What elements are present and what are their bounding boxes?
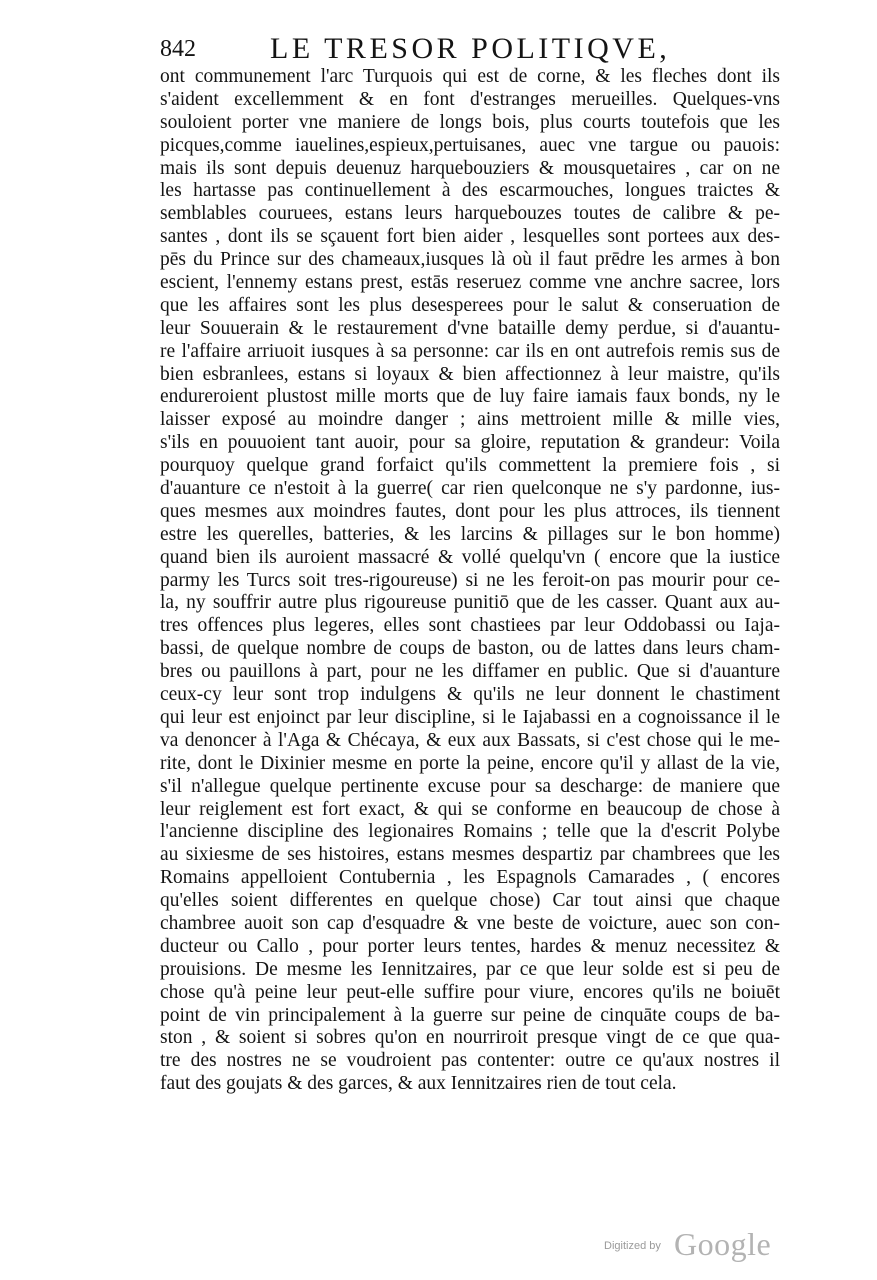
text-line: point de vin principalement à la guerre sur peine de cinquāte coups de ba- (160, 1004, 780, 1026)
text-line: ques mesmes aux moindres fautes, dont pour les plus attroces, ils tiennent (160, 500, 780, 522)
text-line: bassi, de quelque nombre de coups de baston, ou de lattes dans leurs cham- (160, 638, 780, 660)
text-line: ont communement l'arc Turquois qui est de corne, & les fleches dont ils (160, 66, 780, 87)
text-line: laisser exposé au moindre danger ; ains mettroient mille & mille vies, (160, 409, 780, 431)
text-line: bres ou pauillons à part, pour ne les diffamer en public. Que si d'auanture (160, 661, 780, 683)
text-line: souloient porter vne maniere de longs bois, plus courts toutefois que les (160, 111, 780, 133)
text-line: semblables couruees, estans leurs harquebouzes toutes de calibre & pe- (160, 203, 780, 225)
text-line: leur reiglement est fort exact, & qui se conforme en beaucoup de chose à (160, 798, 780, 820)
text-line: Romains appelloient Contubernia , les Espagnols Camarades , ( encores (160, 867, 780, 889)
text-line: estre les querelles, batteries, & les larcins & pillages sur le bon homme) (160, 523, 780, 545)
text-line: prouisions. De mesme les Iennitzaires, par ce que leur solde est si peu de (160, 958, 780, 980)
text-line: la, ny souffrir autre plus rigoureuse punitiō que de les casser. Quant aux au- (160, 592, 780, 614)
text-line: quand bien ils auroient massacré & vollé quelqu'vn ( encore que la iustice (160, 546, 780, 568)
text-line: leur Souuerain & le restaurement d'vne bataille demy perdue, si d'auantu- (160, 317, 780, 339)
text-line: tres offences plus legeres, elles sont chastiees par leur Oddobassi ou Iaja- (160, 615, 780, 637)
text-line: endureroient plustost mille morts que de luy faire iamais faux bonds, ny le (160, 386, 780, 408)
text-line: qui leur est enjoinct par leur discipline, si le Iajabassi en a cognoissance il le (160, 706, 780, 728)
text-line: santes , dont ils se sçauent fort bien aider , lesquelles sont portees aux des- (160, 226, 780, 248)
text-line: qu'elles soient differentes en quelque chose) Car tout ainsi que chaque (160, 890, 780, 912)
text-line: picques,comme iauelines,espieux,pertuisanes, auec vne targue ou pauois: (160, 134, 780, 156)
text-line: faut des goujats & des garces, & aux Iennitzaires rien de tout cela. (160, 1073, 677, 1095)
text-line: chose qu'à peine leur peut-elle suffire pour viure, encores qu'ils ne boiuēt (160, 981, 780, 1003)
text-line: va denoncer à l'Aga & Chécaya, & eux aux Bassats, si c'est chose qui le me- (160, 729, 780, 751)
text-line: au sixiesme de ses histoires, estans mesmes despartiz par chambrees que les (160, 844, 780, 866)
digitization-attribution (604, 1226, 784, 1266)
text-line: l'ancienne discipline des legionaires Romains ; telle que la d'escrit Polybe (160, 821, 780, 843)
text-line: rite, dont le Dixinier mesme en porte la peine, encore qu'il y allast de la vie, (160, 752, 780, 774)
text-line: chambree auoit son cap d'esquadre & vne beste de voicture, auec son con- (160, 912, 780, 934)
text-line: les hartasse pas continuellement à des escarmouches, longues traictes & (160, 180, 780, 202)
text-line: escient, l'ennemy estans prest, estās reseruez comme vne anchre sacree, lors (160, 272, 780, 294)
text-line: ston , & soient si sobres qu'on en nourriroit presque vingt de ce que qua- (160, 1027, 780, 1049)
digitized-by-label: Digitized by (604, 1240, 661, 1252)
page-header (160, 30, 780, 70)
text-line: ducteur ou Callo , pour porter leurs tentes, hardes & menuz necessitez & (160, 935, 780, 957)
text-line: s'aident excellemment & en font d'estranges merueilles. Quelques-vns (160, 88, 780, 110)
text-line: s'il n'allegue quelque pertinente excuse pour sa descharge: de maniere que (160, 775, 780, 797)
text-line: mais ils sont depuis deuenuz harquebouziers & mousquetaires , car on ne (160, 157, 780, 179)
body-text (160, 66, 780, 1096)
text-line: re l'affaire arriuoit iusques à sa personne: car ils en ont autrefois remis sus de (160, 340, 780, 362)
text-line: parmy les Turcs soit tres-rigoureuse) si ne les feroit-on pas mourir pour ce- (160, 569, 780, 591)
text-line: pourquoy quelque grand forfaict qu'ils commettent la premiere fois , si (160, 455, 780, 477)
text-line: pēs du Prince sur des chameaux,iusques là où il faut prēdre les armes à bon (160, 249, 780, 271)
text-line: d'auanture ce n'estoit à la guerre( car rien quelconque ne s'y pardonne, ius- (160, 478, 780, 500)
running-head: LE TRESOR POLITIQVE, (270, 32, 671, 65)
text-line: que les affaires sont les plus desesperees pour le salut & conseruation de (160, 294, 780, 316)
text-line: ceux-cy leur sont trop indulgens & qu'ils ne leur donnent le chastiment (160, 684, 780, 706)
google-logo: Google (674, 1226, 772, 1262)
text-line: s'ils en pouuoient tant auoir, pour sa gloire, reputation & grandeur: Voila (160, 432, 780, 454)
text-line: tre des nostres ne se voudroient pas contenter: outre ce qu'aux nostres il (160, 1050, 780, 1072)
page-number: 842 (160, 36, 196, 62)
text-line: bien esbranlees, estans si loyaux & bien affectionnez à leur maistre, qu'ils (160, 363, 780, 385)
